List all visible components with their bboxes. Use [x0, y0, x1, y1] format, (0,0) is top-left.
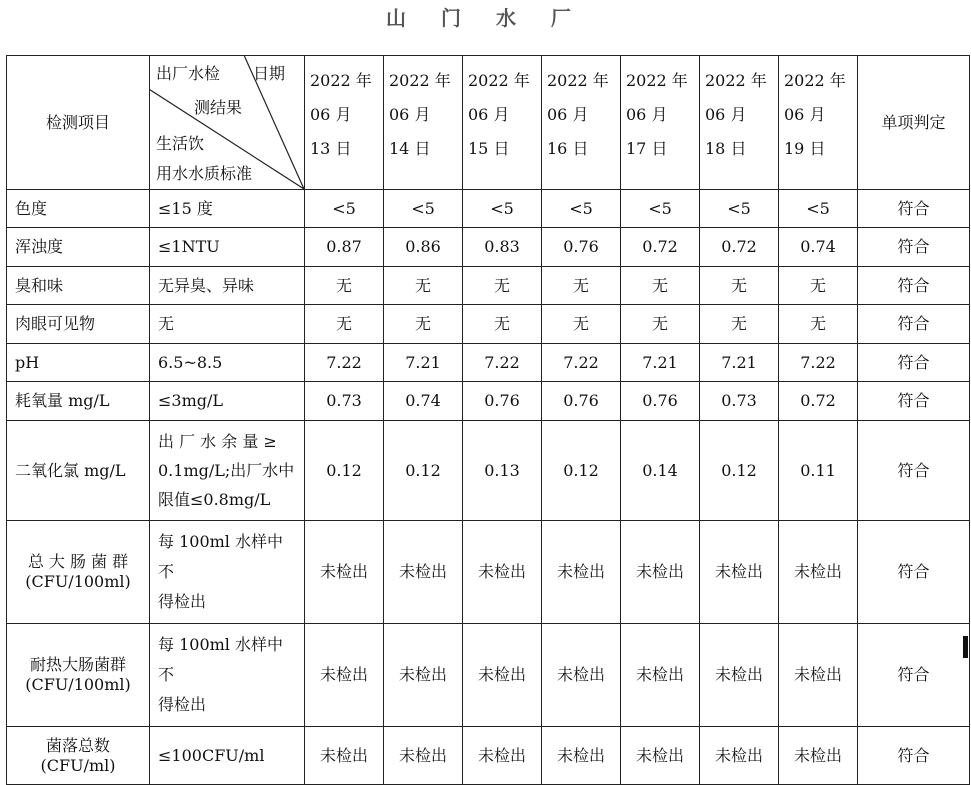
item-cell: 菌落总数 (CFU/ml): [7, 727, 150, 785]
header-verdict: 单项判定: [858, 56, 970, 190]
date-header: 2022 年 06 月 17 日: [621, 56, 700, 190]
verdict-cell: 符合: [858, 344, 970, 382]
value-cell: 无: [542, 267, 621, 305]
value-cell: 未检出: [700, 624, 779, 727]
value-cell: 7.21: [700, 344, 779, 382]
value-cell: 未检出: [305, 521, 384, 624]
value-cell: 无: [700, 305, 779, 344]
header-item: 检测项目: [7, 56, 150, 190]
value-cell: 0.12: [305, 421, 384, 521]
value-cell: 未检出: [384, 521, 463, 624]
value-cell: 未检出: [621, 624, 700, 727]
item-cell: 二氧化氯 mg/L: [7, 421, 150, 521]
header-diagonal-cell: [150, 56, 305, 190]
standard-cell: 每 100ml 水样中不 得检出: [150, 624, 305, 727]
value-cell: 无: [700, 267, 779, 305]
value-cell: 未检出: [779, 624, 858, 727]
verdict-cell: 符合: [858, 190, 970, 228]
verdict-cell: 符合: [858, 382, 970, 421]
value-cell: 无: [621, 305, 700, 344]
verdict-cell: 符合: [858, 521, 970, 624]
table-row: [7, 344, 970, 382]
table-row: [7, 305, 970, 344]
table-row: [7, 228, 970, 267]
value-cell: 无: [542, 305, 621, 344]
date-header: 2022 年 06 月 16 日: [542, 56, 621, 190]
verdict-cell: 符合: [858, 421, 970, 521]
value-cell: 0.12: [700, 421, 779, 521]
verdict-cell: 符合: [858, 228, 970, 267]
item-cell: 肉眼可见物: [7, 305, 150, 344]
value-cell: <5: [305, 190, 384, 228]
diag-label-bottom-2: 用水水质标准: [156, 164, 253, 183]
verdict-cell: 符合: [858, 624, 970, 727]
table-row: [7, 521, 970, 624]
value-cell: 0.14: [621, 421, 700, 521]
value-cell: 未检出: [621, 727, 700, 785]
value-cell: 未检出: [542, 521, 621, 624]
value-cell: 7.21: [621, 344, 700, 382]
item-cell: 臭和味: [7, 267, 150, 305]
value-cell: 0.76: [542, 382, 621, 421]
value-cell: 未检出: [700, 521, 779, 624]
value-cell: 无: [384, 267, 463, 305]
standard-cell: 无: [150, 305, 305, 344]
value-cell: 未检出: [384, 727, 463, 785]
value-cell: 未检出: [542, 624, 621, 727]
value-cell: 7.22: [779, 344, 858, 382]
verdict-cell: 符合: [858, 305, 970, 344]
value-cell: 未检出: [305, 624, 384, 727]
value-cell: 0.12: [384, 421, 463, 521]
date-header: 2022 年 06 月 13 日: [305, 56, 384, 190]
value-cell: 0.87: [305, 228, 384, 267]
value-cell: 无: [305, 305, 384, 344]
verdict-cell: 符合: [858, 727, 970, 785]
value-cell: 未检出: [463, 727, 542, 785]
item-cell: pH: [7, 344, 150, 382]
value-cell: 未检出: [384, 624, 463, 727]
value-cell: <5: [463, 190, 542, 228]
value-cell: <5: [700, 190, 779, 228]
value-cell: 无: [463, 305, 542, 344]
value-cell: 0.76: [463, 382, 542, 421]
standard-cell: ≤1NTU: [150, 228, 305, 267]
diag-label-bottom-1: 生活饮: [156, 134, 205, 153]
value-cell: 7.22: [305, 344, 384, 382]
header-row: [7, 56, 970, 190]
table-row: [7, 624, 970, 727]
item-cell: 总 大 肠 菌 群 (CFU/100ml): [7, 521, 150, 624]
value-cell: 无: [463, 267, 542, 305]
date-header: 2022 年 06 月 14 日: [384, 56, 463, 190]
table-row: [7, 727, 970, 785]
date-header: 2022 年 06 月 15 日: [463, 56, 542, 190]
value-cell: 0.13: [463, 421, 542, 521]
value-cell: 0.72: [779, 382, 858, 421]
value-cell: 0.72: [700, 228, 779, 267]
value-cell: 未检出: [779, 727, 858, 785]
value-cell: 7.21: [384, 344, 463, 382]
value-cell: 未检出: [700, 727, 779, 785]
value-cell: 未检出: [463, 624, 542, 727]
value-cell: 0.74: [384, 382, 463, 421]
value-cell: 未检出: [621, 521, 700, 624]
verdict-cell: 符合: [858, 267, 970, 305]
value-cell: 0.12: [542, 421, 621, 521]
value-cell: 0.74: [779, 228, 858, 267]
value-cell: 无: [621, 267, 700, 305]
value-cell: 0.83: [463, 228, 542, 267]
value-cell: 0.73: [700, 382, 779, 421]
standard-cell: ≤3mg/L: [150, 382, 305, 421]
value-cell: 0.76: [621, 382, 700, 421]
value-cell: 0.76: [542, 228, 621, 267]
standard-cell: 无异臭、异味: [150, 267, 305, 305]
water-quality-table: [6, 55, 970, 785]
standard-cell: ≤15 度: [150, 190, 305, 228]
diag-label-top-left: 出厂水检: [156, 64, 221, 83]
value-cell: 无: [384, 305, 463, 344]
value-cell: 无: [305, 267, 384, 305]
table-row: [7, 267, 970, 305]
standard-cell: 每 100ml 水样中不 得检出: [150, 521, 305, 624]
value-cell: 未检出: [305, 727, 384, 785]
diag-label-top-right: 日期: [253, 64, 286, 83]
value-cell: 0.86: [384, 228, 463, 267]
item-cell: 耐热大肠菌群 (CFU/100ml): [7, 624, 150, 727]
standard-cell: 出 厂 水 余 量 ≥ 0.1mg/L;出厂水中 限值≤0.8mg/L: [150, 421, 305, 521]
value-cell: <5: [542, 190, 621, 228]
standard-cell: 6.5~8.5: [150, 344, 305, 382]
value-cell: 未检出: [542, 727, 621, 785]
value-cell: 未检出: [463, 521, 542, 624]
value-cell: <5: [384, 190, 463, 228]
table-row: [7, 382, 970, 421]
value-cell: <5: [621, 190, 700, 228]
page-title: 山 门 水 厂: [386, 6, 585, 30]
value-cell: 无: [779, 305, 858, 344]
table-row: [7, 190, 970, 228]
value-cell: 7.22: [542, 344, 621, 382]
diag-label-mid: 测结果: [194, 98, 243, 117]
table-row: [7, 421, 970, 521]
item-cell: 色度: [7, 190, 150, 228]
value-cell: 7.22: [463, 344, 542, 382]
value-cell: 0.73: [305, 382, 384, 421]
value-cell: <5: [779, 190, 858, 228]
date-header: 2022 年 06 月 19 日: [779, 56, 858, 190]
item-cell: 浑浊度: [7, 228, 150, 267]
standard-cell: ≤100CFU/ml: [150, 727, 305, 785]
value-cell: 无: [779, 267, 858, 305]
value-cell: 未检出: [779, 521, 858, 624]
edge-mark: [963, 636, 968, 658]
item-cell: 耗氧量 mg/L: [7, 382, 150, 421]
value-cell: 0.72: [621, 228, 700, 267]
date-header: 2022 年 06 月 18 日: [700, 56, 779, 190]
value-cell: 0.11: [779, 421, 858, 521]
